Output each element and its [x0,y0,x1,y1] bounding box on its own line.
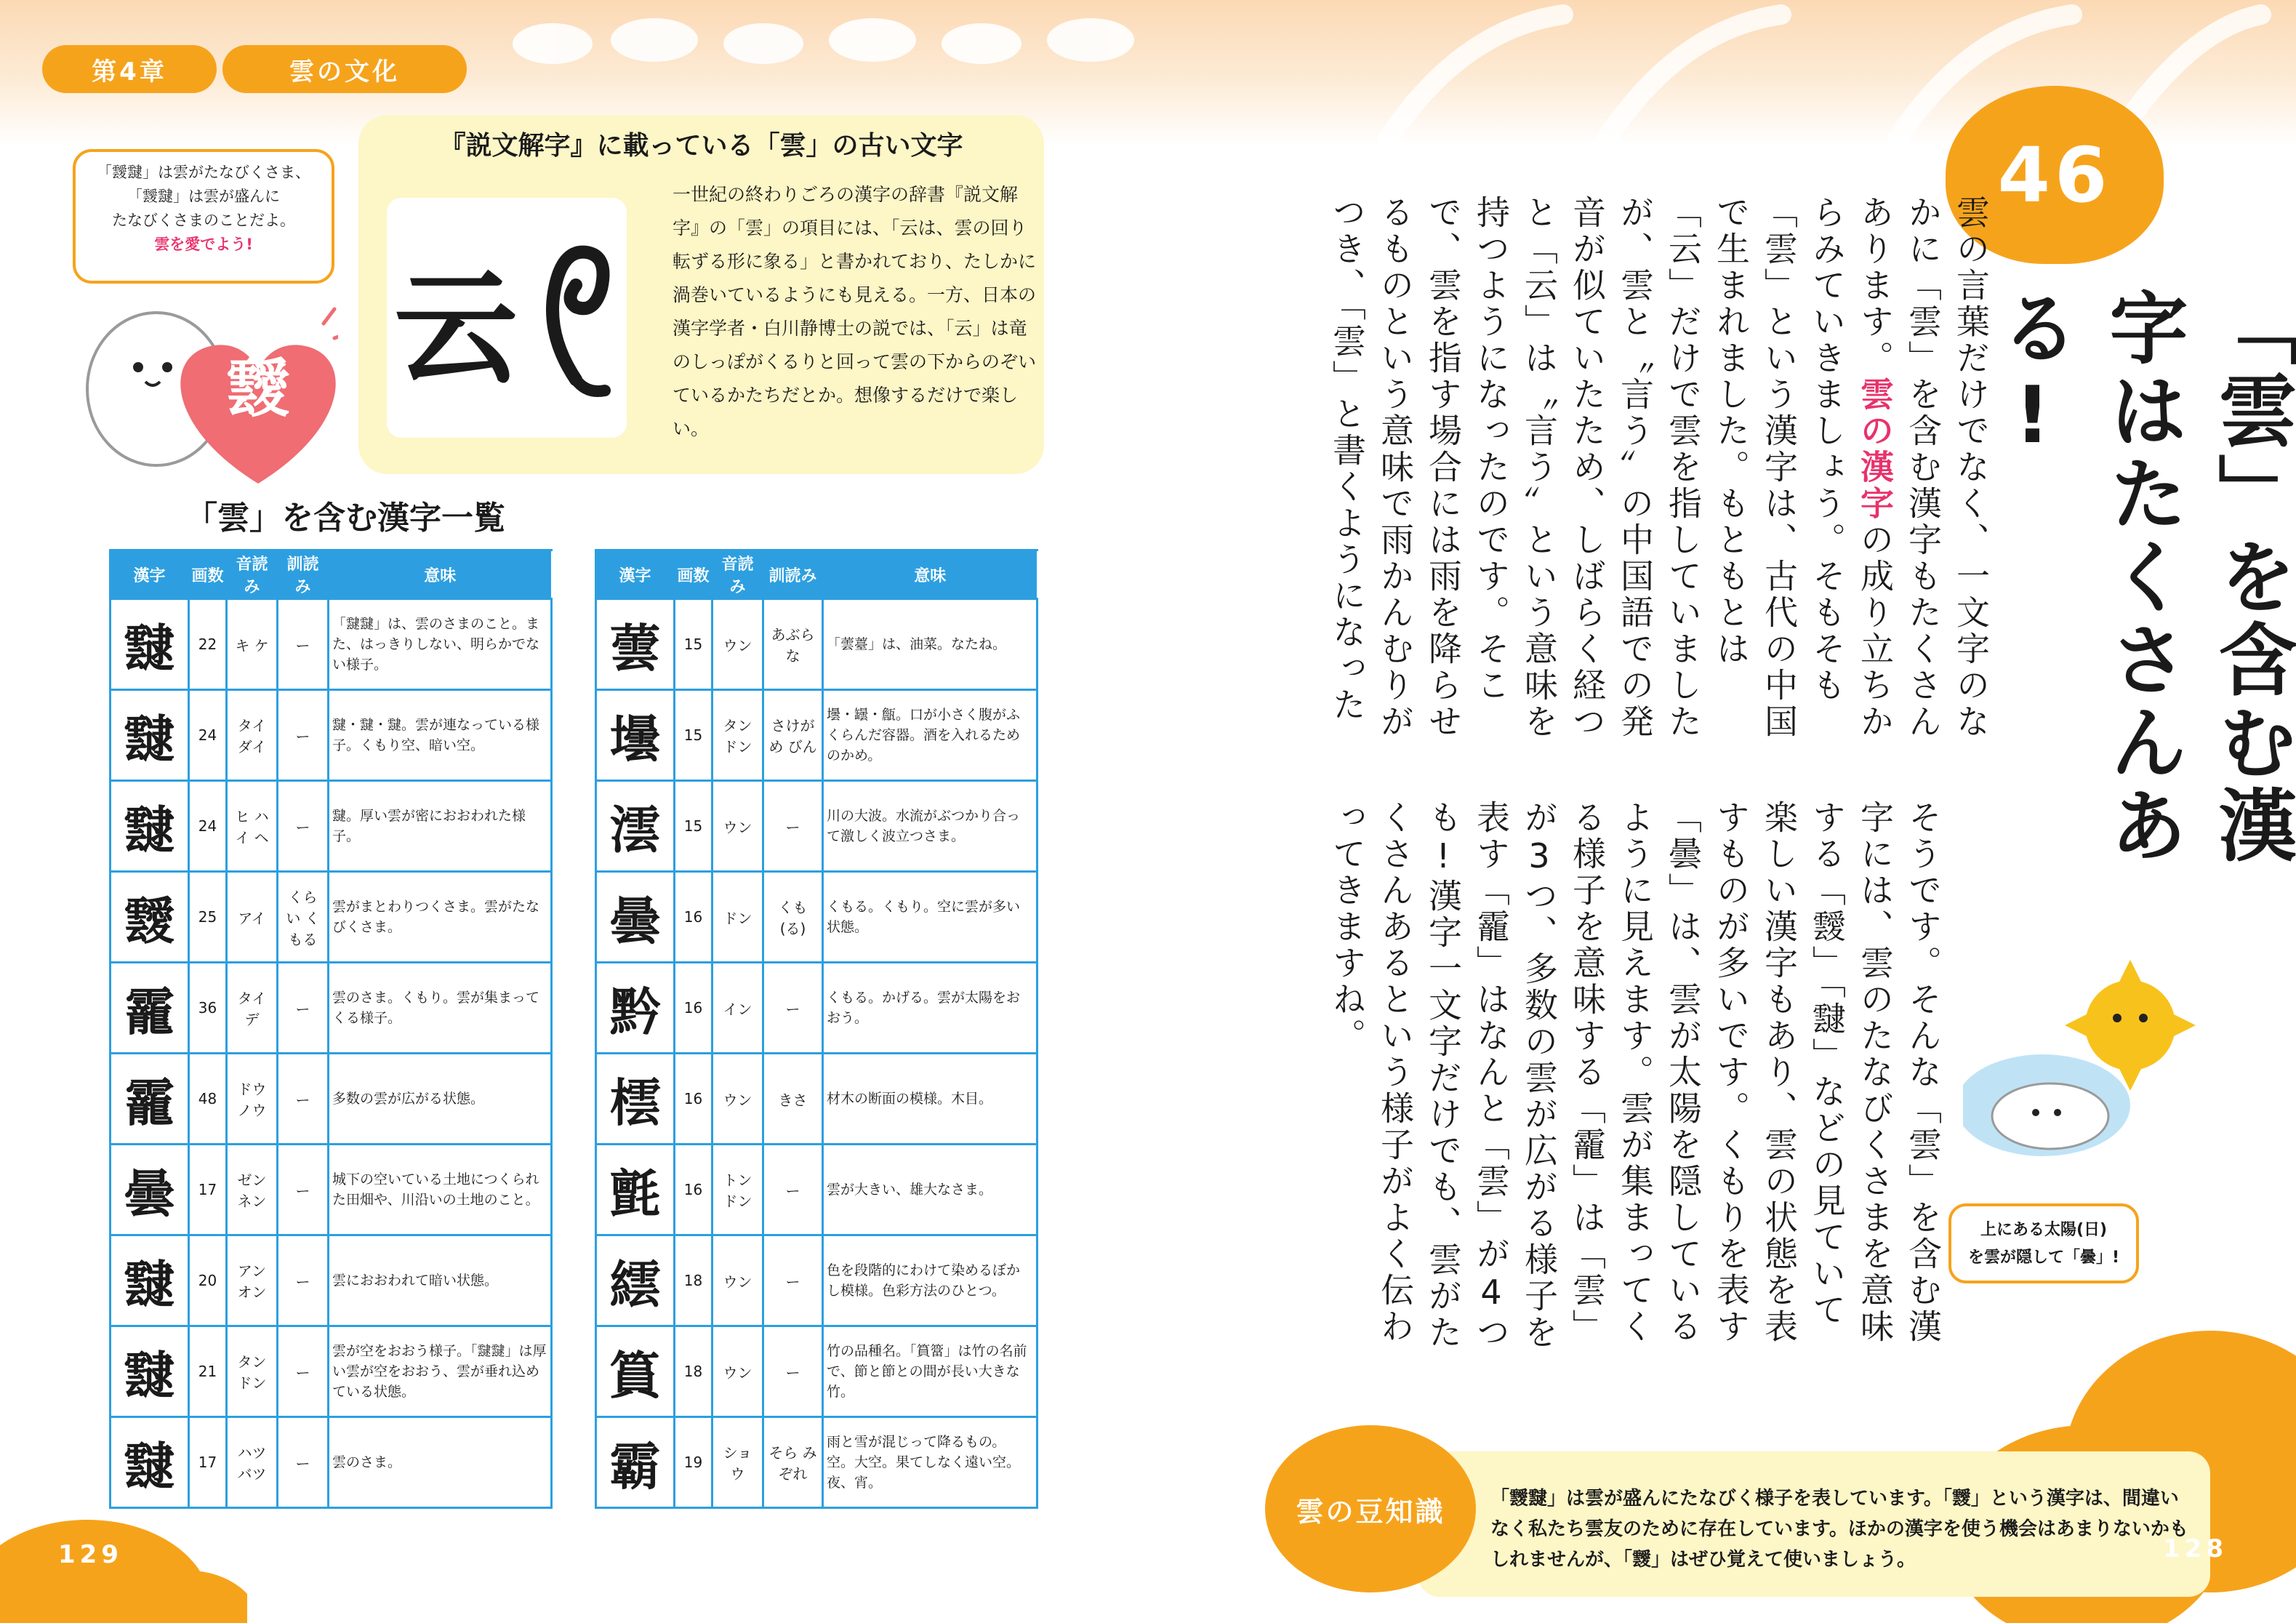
header-kanji: 漢字 [596,550,675,599]
on-reading-cell: ドン [713,872,763,963]
header-kun: 訓読み [278,550,329,599]
on-reading-cell: アイ [227,872,278,963]
strokes-cell: 16 [675,872,713,963]
header-on: 音読み [713,550,763,599]
kanji-cell: 橒 [596,1054,675,1145]
body-paragraph-2: そうです。そんな「雲」を含む漢字には、雲のたなびくさまを意味する「靉」「靆」などの見ていて楽しい漢字もあり、雲の状態を表すものが多いです。くもりを表す「曇」は、雲が太陽を隠しているように見えます。雲が集まってくる様子を意味する「靇」は「雲」が3つ、多数の雲が広がる様子を表す「靇」はなんと「雲」が4つも!漢字一文字だけでも、雲がたくさんあるという様子がよく伝わってきますね。 [1328,800,1943,1351]
on-reading-cell: イン [713,963,763,1054]
callout-love: 雲を愛でよう! [154,236,253,253]
on-reading-cell: トン ドン [713,1145,763,1235]
table-row [111,1235,552,1326]
kanji-cell: 繧 [596,1235,675,1326]
kanji-cell: 黔 [596,963,675,1054]
kun-reading-cell: ー [278,1235,329,1326]
kun-reading-cell: ー [278,963,329,1054]
header-decoration [1345,0,2290,145]
page-number-left: 129 [58,1540,123,1569]
on-reading-cell: ゼン ネン [227,1145,278,1235]
tip-badge: 雲の豆知識 [1265,1425,1476,1592]
strokes-cell: 19 [675,1417,713,1508]
meaning-cell: 「蕓薹」は、油菜。なたね。 [823,599,1037,690]
kanji-cell: 篔 [596,1326,675,1417]
table-row [111,781,552,872]
strokes-cell: 48 [189,1054,227,1145]
on-reading-cell: タン ドン [713,690,763,781]
ancient-glyph-panel [387,198,627,438]
meaning-cell: 雲のさま。 [329,1417,552,1508]
kun-reading-cell: ー [278,1417,329,1508]
header-on: 音読み [227,550,278,599]
table-row [111,963,552,1054]
kanji-cell: 氈 [596,1145,675,1235]
on-reading-cell: ウン [713,1235,763,1326]
meaning-cell: 雲がまとわりつくさま。雲がたなびくさま。 [329,872,552,963]
table-row [111,599,552,690]
kun-reading-cell: ー [763,1326,823,1417]
strokes-cell: 21 [189,1326,227,1417]
kanji-cell: 曇 [111,1145,189,1235]
meaning-cell: 靆。厚い雲が密におおわれた様子。 [329,781,552,872]
kanji-cell: 靇 [111,1054,189,1145]
meaning-cell: 「靆靆」は、雲のさまのこと。また、はっきりしない、明らかでない様子。 [329,599,552,690]
kun-reading-cell: ー [278,781,329,872]
strokes-cell: 15 [675,690,713,781]
strokes-cell: 25 [189,872,227,963]
table-row [596,1054,1037,1145]
kanji-cell: 靆 [111,1326,189,1417]
table-row [111,872,552,963]
table-row [596,690,1037,781]
kun-reading-cell: さけがめ びん [763,690,823,781]
kanji-cell: 靉 [111,872,189,963]
callout-box [73,149,334,284]
kanji-cell: 靆 [111,1417,189,1508]
strokes-cell: 20 [189,1235,227,1326]
kanji-cell: 壜 [596,690,675,781]
callout-line: 「靉靆」は雲がたなびくさま、 [97,164,310,181]
strokes-cell: 18 [675,1235,713,1326]
header-kun: 訓読み [763,550,823,599]
strokes-cell: 18 [675,1326,713,1417]
meaning-cell: 竹の品種名。「篔簹」は竹の名前で、節と節との間が長い大きな竹。 [823,1326,1037,1417]
header-strokes: 画数 [675,550,713,599]
meaning-cell: 雲におおわれて暗い状態。 [329,1235,552,1326]
tip-text: 「靉靆」は雲が盛んにたなびく様子を表しています。「靉」という漢字は、間違いなく私たち雲友のために存在しています。ほかの漢字を使う機会はあまりないかもしれませんが、「靉」はぜひ覚えて使いましょう。 [1490,1488,2188,1571]
kanji-cell: 曇 [596,872,675,963]
table-row [596,1326,1037,1417]
meaning-cell: 雲が大きい、雄大なさま。 [823,1145,1037,1235]
strokes-cell: 17 [189,1417,227,1508]
on-reading-cell: ドウ ノウ [227,1054,278,1145]
cloud-row-decoration [509,7,1236,65]
on-reading-cell: タイ デ [227,963,278,1054]
sun-cloud-illustration [1963,960,2210,1200]
strokes-cell: 36 [189,963,227,1054]
chapter-label: 第4章 [42,45,217,93]
kun-reading-cell: ー [278,1145,329,1235]
sun-caption-line: 上にある太陽(日) [1980,1221,2108,1239]
on-reading-cell: ショウ [713,1417,763,1508]
kun-reading-cell: ー [278,690,329,781]
topic-number-badge: 46 [1946,86,2164,264]
ancient-glyph-1: 云 [393,255,518,401]
kanji-cell: 靇 [111,963,189,1054]
table-row [111,1145,552,1235]
ancient-glyph-2 [525,227,619,409]
meaning-cell: 城下の空いている土地につくられた田畑や、川沿いの土地のこと。 [329,1145,552,1235]
kanji-cell: 靆 [111,599,189,690]
table-row [111,1326,552,1417]
callout-line: たなびくさまのことだよ。 [112,212,295,229]
sun-caption-line: を雲が隠して「曇」! [1967,1249,2120,1267]
table-row [596,1145,1037,1235]
table-row [111,690,552,781]
header-meaning: 意味 [329,550,552,599]
strokes-cell: 24 [189,690,227,781]
on-reading-cell: タイ ダイ [227,690,278,781]
kun-reading-cell: あぶらな [763,599,823,690]
strokes-cell: 15 [675,599,713,690]
kun-reading-cell: ー [763,1145,823,1235]
table-row [596,963,1037,1054]
kun-reading-cell: そら みぞれ [763,1417,823,1508]
on-reading-cell: ウン [713,781,763,872]
on-reading-cell: ウン [713,1054,763,1145]
shuowen-title: 『説文解字』に載っている「雲」の古い文字 [439,131,963,161]
strokes-cell: 22 [189,599,227,690]
header-strokes: 画数 [189,550,227,599]
highlighted-phrase: 雲の漢字 [1855,377,1895,522]
table-row [596,872,1037,963]
kun-reading-cell: ー [763,1235,823,1326]
kanji-table-left [109,549,553,1509]
meaning-cell: 靆・靆・靆。雲が連なっている様子。くもり空、暗い空。 [329,690,552,781]
kanji-cell: 霸 [596,1417,675,1508]
on-reading-cell: ウン [713,1326,763,1417]
kun-reading-cell: ー [763,963,823,1054]
bottom-left-cloud [0,1491,247,1623]
meaning-cell: 雲のさま。くもり。雲が集まってくる様子。 [329,963,552,1054]
table-row [111,1054,552,1145]
kun-reading-cell: ー [278,599,329,690]
meaning-cell: 川の大波。水流がぶつかり合って激しく波立つさま。 [823,781,1037,872]
on-reading-cell: キ ケ [227,599,278,690]
kun-reading-cell: ー [278,1054,329,1145]
header-meaning: 意味 [823,550,1037,599]
on-reading-cell: ヒ ハイ ヘ [227,781,278,872]
kun-reading-cell: ー [278,1326,329,1417]
meaning-cell: 壜・罎・甔。口が小さく腹がふくらんだ容器。酒を入れるためのかめ。 [823,690,1037,781]
header-kanji: 漢字 [111,550,189,599]
page-title: 「雲」を含む漢字はたくさんある! [1987,287,2296,867]
strokes-cell: 16 [675,963,713,1054]
meaning-cell: 色を段階的にわけて染めるぼかし模様。色彩方法のひとつ。 [823,1235,1037,1326]
kanji-cell: 蕓 [596,599,675,690]
kun-reading-cell: きさ [763,1054,823,1145]
kanji-table-right [595,549,1038,1509]
strokes-cell: 24 [189,781,227,872]
meaning-cell: 多数の雲が広がる状態。 [329,1054,552,1145]
on-reading-cell: アン オン [227,1235,278,1326]
table-row [596,599,1037,690]
kun-reading-cell: ー [763,781,823,872]
table-row [596,781,1037,872]
meaning-cell: 雲が空をおおう様子。「靆靆」は厚い雲が空をおおう、雲が垂れ込めている状態。 [329,1326,552,1417]
strokes-cell: 16 [675,1054,713,1145]
table-title: 「雲」を含む漢字一覧 [185,500,505,537]
kun-reading-cell: くも(る) [763,872,823,963]
kun-reading-cell: くらい くもる [278,872,329,963]
kanji-cell: 澐 [596,781,675,872]
meaning-cell: くもる。かげる。雲が太陽をおおう。 [823,963,1037,1054]
kanji-cell: 靆 [111,781,189,872]
table-row [596,1417,1037,1508]
body-paragraph-1: 雲の言葉だけでなく、一文字のなかに「雲」を含む漢字もたくさんあります。雲の漢字の成り立ちからみていきましょう。そもそも「雲」という漢字は、古代の中国で生まれました。もともとは「云」だけで雲を指していましたが、雲と〝言う〟の中国語での発音が似ていたため、しばらく経つと「云」は〝言う〟という意味を持つようになったのです。そこで、雲を指す場合には雨を降らせるものという意味で雨かんむりがつき、「雲」と書くようになった [1328,195,1991,740]
heart-kanji: 靉 [225,350,290,426]
on-reading-cell: タン ドン [227,1326,278,1417]
shuowen-text: 一世紀の終わりごろの漢字の辞書『説文解字』の「雲」の項目には、「云は、雲の回り転ずる形に象る」と書かれており、たしかに渦巻いているようにも見える。一方、日本の漢字学者・白川静博士の説では、「云」は竜のしっぽがくるりと回って雲の下からのぞいているかたちだとか。想像するだけで楽しい。 [673,184,1037,439]
section-label: 雲の文化 [222,45,467,93]
meaning-cell: 雨と雪が混じって降るもの。空。大空。果てしなく遠い空。夜、宵。 [823,1417,1037,1508]
sun-caption [1948,1203,2139,1283]
strokes-cell: 17 [189,1145,227,1235]
kanji-cell: 靆 [111,690,189,781]
strokes-cell: 15 [675,781,713,872]
callout-line: 「靉靆」は雲が盛んに [127,188,280,205]
strokes-cell: 16 [675,1145,713,1235]
meaning-cell: 材木の断面の模様。木目。 [823,1054,1037,1145]
page-number-right: 128 [2163,1534,2228,1563]
table-row [596,1235,1037,1326]
meaning-cell: くもる。くもり。空に雲が多い状態。 [823,872,1037,963]
on-reading-cell: ハツ バツ [227,1417,278,1508]
kanji-cell: 靆 [111,1235,189,1326]
on-reading-cell: ウン [713,599,763,690]
